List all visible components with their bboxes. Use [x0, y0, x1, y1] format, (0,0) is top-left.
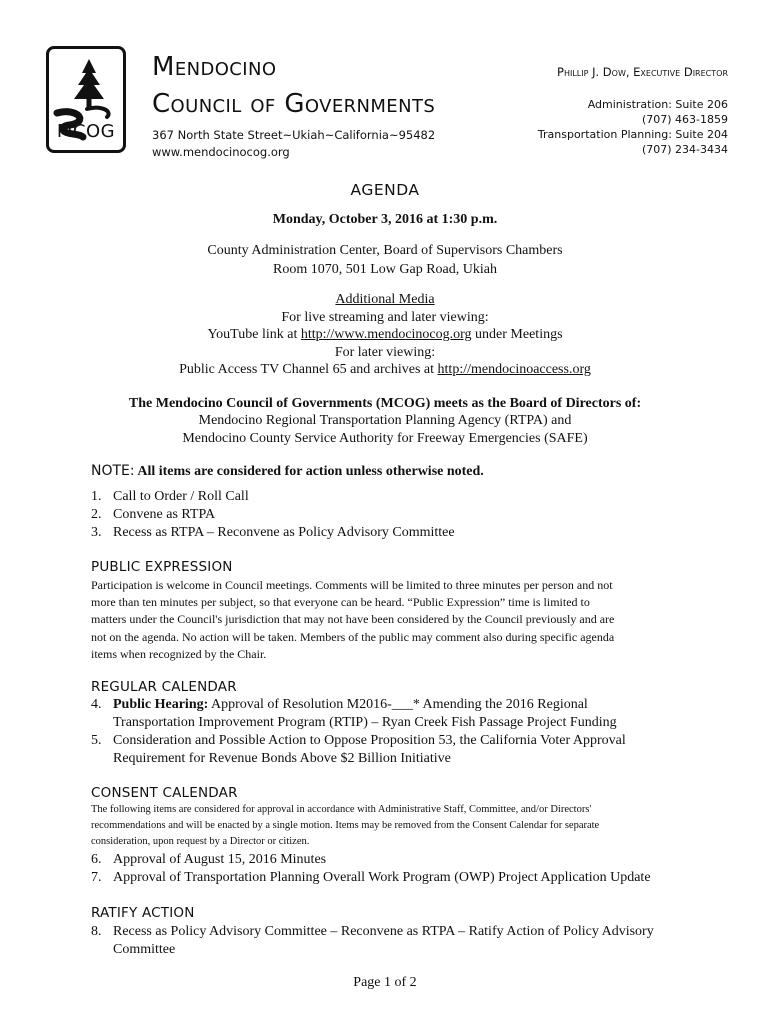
- note-label: NOTE:: [91, 463, 135, 479]
- later-viewing-line: For later viewing:: [334, 345, 436, 360]
- page-number: Page 1 of 2: [353, 975, 417, 990]
- board-line1: Mendocino Regional Transportation Planning Agency (RTPA) and: [198, 413, 572, 428]
- access-link[interactable]: http://mendocinoaccess.org: [437, 362, 591, 377]
- agenda-item-4-cont: Transportation Improvement Program (RTIP) – Ryan Creek Fish Passage Project Funding: [113, 715, 617, 730]
- agenda-item-8-cont: Committee: [113, 942, 176, 957]
- org-website[interactable]: www.mendocinocog.org: [152, 145, 290, 159]
- agenda-item-5-cont: Requirement for Revenue Bonds Above $2 Billion Initiative: [113, 751, 451, 766]
- agenda-item-7: 7. Approval of Transportation Planning Overall Work Program (OWP) Project Application Update: [91, 870, 651, 885]
- note-text: All items are considered for action unless otherwise noted.: [134, 464, 484, 479]
- agenda-item-8: 8. Recess as Policy Advisory Committee – Reconvene as RTPA – Ratify Action of Policy Advisory: [91, 924, 654, 939]
- meeting-date: Monday, October 3, 2016 at 1:30 p.m.: [272, 212, 498, 227]
- agenda-item-5: 5. Consideration and Possible Action to Oppose Proposition 53, the California Voter Approval: [91, 733, 626, 748]
- admin-phone: (707) 463-1859: [641, 113, 728, 126]
- public-access-line: Public Access TV Channel 65 and archives at http://mendocinoaccess.org: [179, 362, 591, 377]
- public-expression-heading: PUBLIC EXPRESSION: [91, 559, 233, 575]
- regular-calendar-heading: REGULAR CALENDAR: [91, 679, 237, 695]
- agenda-title: AGENDA: [350, 181, 420, 199]
- youtube-link[interactable]: http://www.mendocinocog.org: [300, 327, 472, 342]
- board-heading: The Mendocino Council of Governments (MCOG) meets as the Board of Directors of:: [128, 396, 642, 411]
- agenda-item-3: 3. Recess as RTPA – Reconvene as Policy Advisory Committee: [91, 525, 455, 540]
- consent-calendar-heading: CONSENT CALENDAR: [91, 785, 238, 801]
- transport-suite: Transportation Planning: Suite 204: [537, 128, 728, 141]
- org-name-line2: Council of Governments: [152, 89, 436, 119]
- transport-phone: (707) 234-3434: [641, 143, 728, 156]
- org-name-line1: Mendocino: [152, 52, 277, 82]
- admin-suite: Administration: Suite 206: [587, 98, 728, 111]
- consent-calendar-text: The following items are considered for approval in accordance with Administrative Staff, Committee, and/or Directors' recommendations and will be enacted by a single motion. Items may be removed from the Consent Calendar for separate consideration, upon request by a Director or citizen.: [91, 804, 600, 847]
- agenda-item-2: 2. Convene as RTPA: [91, 507, 216, 522]
- media-streaming-line: For live streaming and later viewing:: [281, 310, 489, 325]
- agenda-item-1: 1. Call to Order / Roll Call: [91, 489, 249, 504]
- logo-text: MCOG: [56, 121, 116, 142]
- agenda-item-4: 4. Public Hearing: Approval of Resolution M2016-___* Amending the 2016 Regional: [91, 697, 588, 712]
- agenda-item-6: 6. Approval of August 15, 2016 Minutes: [91, 852, 327, 867]
- location-line2: Room 1070, 501 Low Gap Road, Ukiah: [273, 262, 497, 277]
- note: [91, 463, 484, 480]
- location-line1: County Administration Center, Board of Supervisors Chambers: [207, 243, 563, 258]
- media-heading: Additional Media: [335, 292, 435, 307]
- public-expression-text: Participation is welcome in Council meetings. Comments will be limited to three minutes per person and not more than ten minutes per subject, so that everyone can be heard. “Public Expression” time is limited to matters under the Council's jurisdiction that may not have been considered by the Council previously and are not on the agenda. No action will be taken. Members of the public may comment also during specific agenda items when recognized by the Chair.: [91, 578, 615, 661]
- org-address: 367 North State Street~Ukiah~California~95482: [152, 128, 436, 142]
- executive-director: Phillip J. Dow, Executive Director: [557, 65, 728, 79]
- youtube-line: YouTube link at http://www.mendocinocog.org under Meetings: [207, 327, 563, 342]
- ratify-action-heading: RATIFY ACTION: [91, 905, 195, 921]
- board-line2: Mendocino County Service Authority for Freeway Emergencies (SAFE): [182, 431, 588, 446]
- mcog-logo: [46, 46, 126, 153]
